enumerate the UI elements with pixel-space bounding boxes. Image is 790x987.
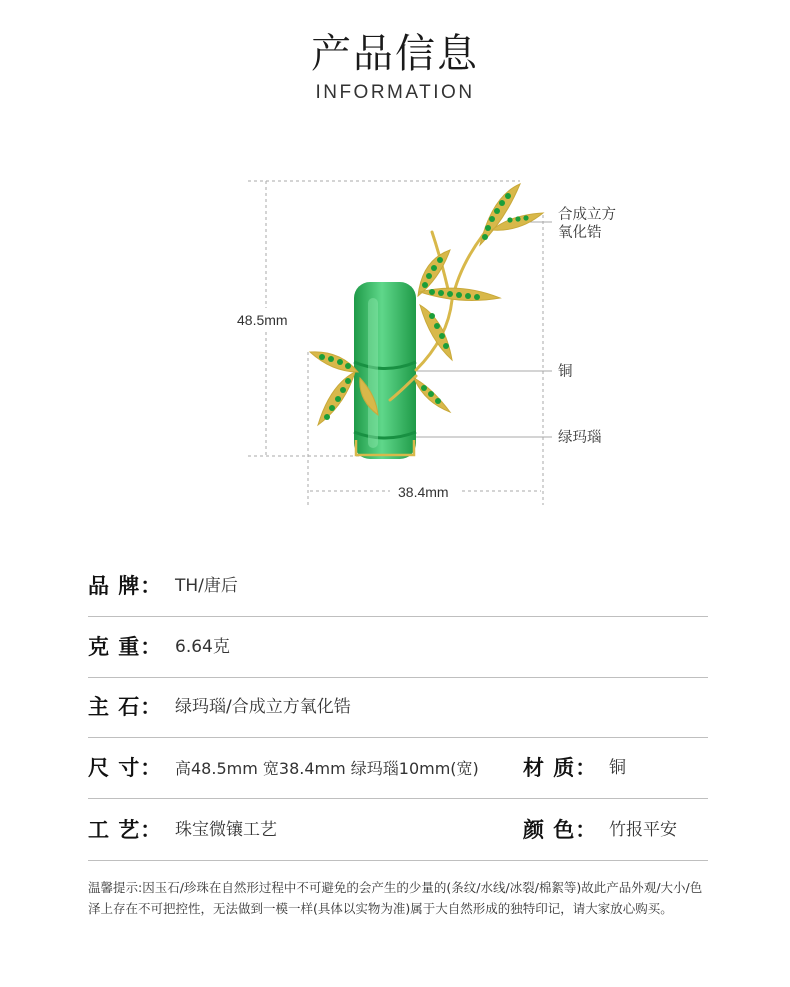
page-title: 产品信息: [311, 31, 479, 77]
spec-value-brand: TH/唐后: [175, 576, 238, 596]
spec-value-craft: 珠宝微镶工艺: [175, 820, 277, 840]
spec-row-brand: [88, 556, 708, 617]
bamboo-body: [354, 282, 416, 459]
spec-label-size: 尺 寸：: [88, 756, 163, 780]
spec-row-stone: [88, 677, 708, 738]
callout-zirconia: 合成立方 氧化锆: [558, 207, 616, 241]
spec-label-brand: 品 牌：: [88, 574, 163, 598]
width-dimension-label: 38.4mm: [398, 484, 449, 500]
spec-row-size-material: [88, 738, 708, 799]
spec-label-weight: 克 重：: [88, 635, 163, 659]
spec-row-weight: [88, 617, 708, 678]
spec-label-craft: 工 艺：: [88, 818, 163, 842]
page-subtitle: INFORMATION: [315, 82, 475, 103]
spec-label-stone: 主 石：: [88, 695, 163, 719]
height-dimension-label: 48.5mm: [237, 312, 288, 328]
spec-value-color: 竹报平安: [609, 820, 677, 840]
spec-value-stone: 绿玛瑙/合成立方氧化锆: [175, 697, 351, 717]
spec-row-craft-color: [88, 800, 708, 861]
spec-value-size: 高48.5mm 宽38.4mm 绿玛瑙10mm(宽): [175, 759, 479, 778]
spec-value-weight: 6.64克: [175, 637, 230, 657]
spec-label-color: 颜 色：: [523, 818, 598, 842]
spec-value-material: 铜: [609, 758, 626, 778]
spec-label-material: 材 质：: [523, 756, 598, 780]
care-note: 温馨提示:因玉石/珍珠在自然形过程中不可避免的会产生的少量的(条纹/水线/冰裂/棉絮等)故此产品外观/大小/色泽上存在不可把控性，无法做到一模一样(具体以实物为准)属于大自然形成的独特印记，请大家放心购买。: [88, 880, 703, 916]
callout-copper: 铜: [558, 364, 573, 380]
callout-agate: 绿玛瑙: [558, 430, 602, 446]
